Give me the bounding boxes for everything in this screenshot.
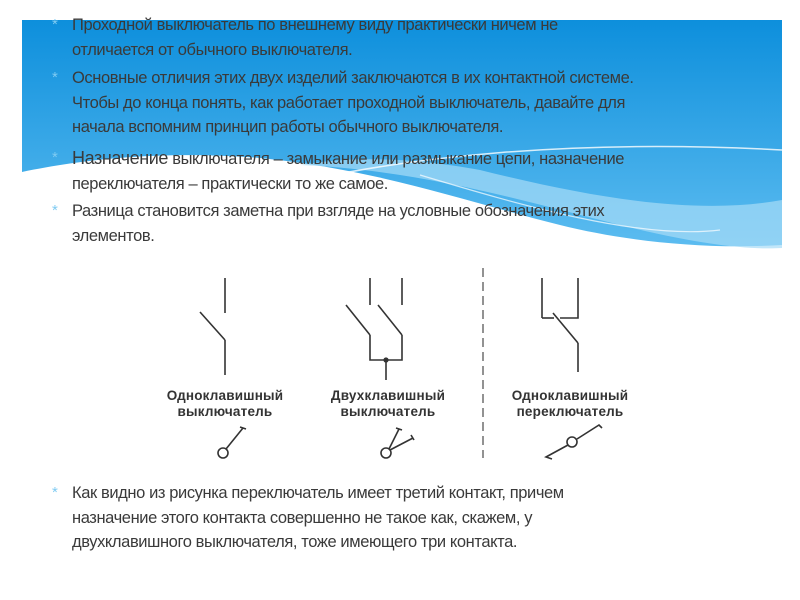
caption-pass-through-switch [495,388,645,420]
bullet-icon: * [52,149,58,166]
text-line: элементов. [72,226,155,245]
text-line: Проходной выключатель по внешнему виду практически ничем не [72,16,558,34]
pass-through-switch-symbol [542,278,578,372]
text-line: выключателя – замыкание или размыкание цепи, назначение [168,150,625,168]
lead-word: Назначение [72,148,169,168]
single-switch-symbol [200,278,225,375]
double-switch-plan-icon [381,428,414,458]
caption-line: Двухклавишный [330,388,446,403]
bullet-icon: * [52,202,58,219]
caption-line: Одноклавишный [511,388,629,403]
text-line: Разница становится заметна при взгляде на условные обозначения этих [72,202,605,220]
paragraph-5 [52,481,564,555]
text-line: назначение этого контакта совершенно не такое как, скажем, у [72,508,533,527]
pass-through-switch-plan-icon [546,425,602,459]
bullet-icon: * [52,16,58,33]
caption-line: выключатель [340,404,436,419]
caption-line: Одноклавишный [166,388,284,403]
text-line: начала вспомним принцип работы обычного выключателя. [72,118,504,136]
caption-single-switch [150,388,300,420]
double-switch-symbol [346,278,402,380]
text-line: Как видно из рисунка переключатель имеет третий контакт, причем [72,484,564,502]
text-line: Основные отличия этих двух изделий заключаются в их контактной системе. [72,69,634,87]
single-switch-plan-icon [218,427,246,458]
text-line: переключателя – практически то же самое. [72,174,388,193]
caption-double-switch [308,388,468,420]
caption-line: выключатель [177,404,273,419]
text-line: отличается от обычного выключателя. [72,40,353,59]
bullet-icon: * [52,484,58,501]
bullet-icon: * [52,69,58,86]
caption-line: переключатель [516,404,624,419]
text-line: Чтобы до конца понять, как работает проходной выключатель, давайте для [72,93,625,112]
text-line: двухклавишного выключателя, тоже имеющего три контакта. [72,533,518,551]
